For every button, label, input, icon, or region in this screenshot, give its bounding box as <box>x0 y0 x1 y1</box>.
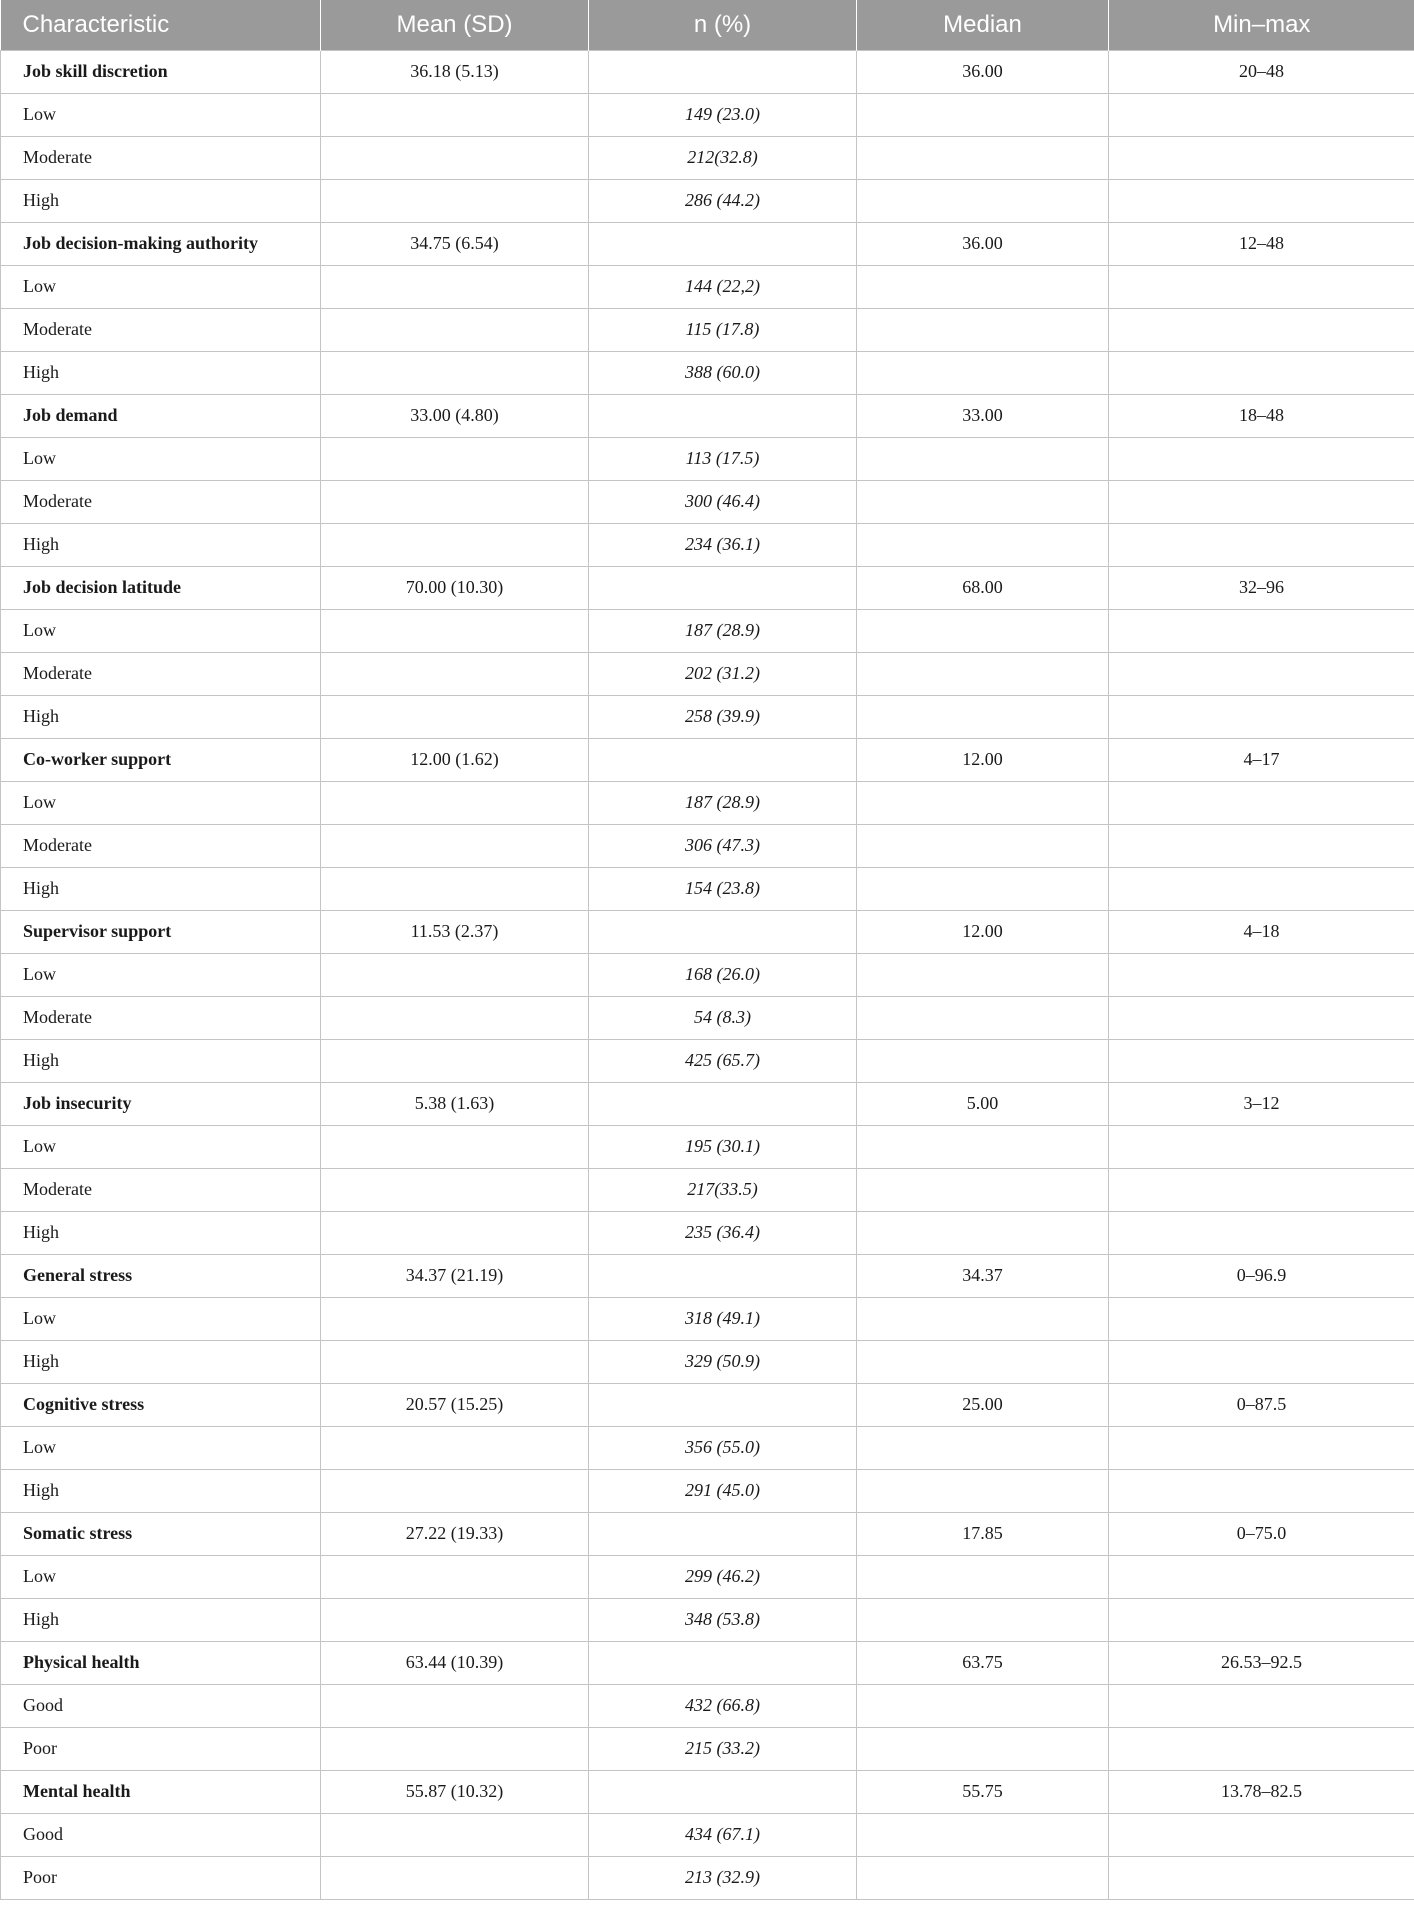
min-max-cell <box>1109 1469 1414 1512</box>
median-cell <box>857 351 1109 394</box>
min-max-cell: 32–96 <box>1109 566 1414 609</box>
category-label: Co-worker support <box>1 738 321 781</box>
min-max-cell <box>1109 1039 1414 1082</box>
median-cell <box>857 1598 1109 1641</box>
mean-sd-cell <box>321 136 589 179</box>
mean-sd-cell <box>321 265 589 308</box>
median-cell <box>857 1039 1109 1082</box>
min-max-cell <box>1109 1168 1414 1211</box>
median-cell <box>857 179 1109 222</box>
n-percent-cell: 168 (26.0) <box>589 953 857 996</box>
min-max-cell <box>1109 1297 1414 1340</box>
median-cell <box>857 136 1109 179</box>
mean-sd-cell <box>321 179 589 222</box>
level-label: Moderate <box>1 480 321 523</box>
level-label: Low <box>1 1555 321 1598</box>
category-label: Somatic stress <box>1 1512 321 1555</box>
median-cell <box>857 1211 1109 1254</box>
table-row-level <box>1 953 1414 996</box>
n-percent-cell: 356 (55.0) <box>589 1426 857 1469</box>
level-label: High <box>1 1469 321 1512</box>
min-max-cell: 0–75.0 <box>1109 1512 1414 1555</box>
mean-sd-cell <box>321 1856 589 1899</box>
mean-sd-cell: 70.00 (10.30) <box>321 566 589 609</box>
n-percent-cell: 258 (39.9) <box>589 695 857 738</box>
median-cell <box>857 1297 1109 1340</box>
mean-sd-cell <box>321 652 589 695</box>
n-percent-cell <box>589 222 857 265</box>
n-percent-cell <box>589 1512 857 1555</box>
header-n-percent: n (%) <box>589 0 857 50</box>
n-percent-cell: 144 (22,2) <box>589 265 857 308</box>
header-characteristic: Characteristic <box>1 0 321 50</box>
header-mean-sd: Mean (SD) <box>321 0 589 50</box>
table-row-level <box>1 1469 1414 1512</box>
median-cell <box>857 1168 1109 1211</box>
n-percent-cell: 195 (30.1) <box>589 1125 857 1168</box>
level-label: Low <box>1 1297 321 1340</box>
table-row-category <box>1 1254 1414 1297</box>
mean-sd-cell <box>321 351 589 394</box>
level-label: Low <box>1 1125 321 1168</box>
table-row-level <box>1 867 1414 910</box>
category-label: Supervisor support <box>1 910 321 953</box>
n-percent-cell <box>589 1082 857 1125</box>
header-median: Median <box>857 0 1109 50</box>
median-cell <box>857 93 1109 136</box>
mean-sd-cell: 33.00 (4.80) <box>321 394 589 437</box>
min-max-cell: 0–87.5 <box>1109 1383 1414 1426</box>
table-row-level <box>1 1168 1414 1211</box>
table-row-level <box>1 1340 1414 1383</box>
mean-sd-cell <box>321 1426 589 1469</box>
min-max-cell <box>1109 93 1414 136</box>
min-max-cell <box>1109 179 1414 222</box>
n-percent-cell: 329 (50.9) <box>589 1340 857 1383</box>
min-max-cell <box>1109 523 1414 566</box>
mean-sd-cell <box>321 1211 589 1254</box>
level-label: Moderate <box>1 136 321 179</box>
min-max-cell <box>1109 308 1414 351</box>
median-cell: 12.00 <box>857 738 1109 781</box>
mean-sd-cell: 27.22 (19.33) <box>321 1512 589 1555</box>
table-row-level <box>1 695 1414 738</box>
median-cell <box>857 781 1109 824</box>
median-cell: 34.37 <box>857 1254 1109 1297</box>
level-label: Moderate <box>1 1168 321 1211</box>
median-cell: 25.00 <box>857 1383 1109 1426</box>
n-percent-cell <box>589 1383 857 1426</box>
mean-sd-cell <box>321 1727 589 1770</box>
mean-sd-cell: 11.53 (2.37) <box>321 910 589 953</box>
n-percent-cell: 299 (46.2) <box>589 1555 857 1598</box>
table-row-category <box>1 394 1414 437</box>
table-row-level <box>1 523 1414 566</box>
mean-sd-cell <box>321 609 589 652</box>
table-row-level <box>1 136 1414 179</box>
mean-sd-cell: 55.87 (10.32) <box>321 1770 589 1813</box>
min-max-cell: 12–48 <box>1109 222 1414 265</box>
n-percent-cell: 235 (36.4) <box>589 1211 857 1254</box>
mean-sd-cell <box>321 695 589 738</box>
table-row-level <box>1 996 1414 1039</box>
category-label: Mental health <box>1 1770 321 1813</box>
median-cell <box>857 1727 1109 1770</box>
min-max-cell <box>1109 1555 1414 1598</box>
min-max-cell <box>1109 1125 1414 1168</box>
table-row-level <box>1 179 1414 222</box>
level-label: Moderate <box>1 308 321 351</box>
n-percent-cell: 434 (67.1) <box>589 1813 857 1856</box>
min-max-cell <box>1109 1340 1414 1383</box>
table-row-category <box>1 1383 1414 1426</box>
min-max-cell <box>1109 695 1414 738</box>
n-percent-cell: 154 (23.8) <box>589 867 857 910</box>
table-row-level <box>1 480 1414 523</box>
category-label: General stress <box>1 1254 321 1297</box>
level-label: High <box>1 1211 321 1254</box>
level-label: Moderate <box>1 652 321 695</box>
median-cell <box>857 1555 1109 1598</box>
n-percent-cell <box>589 50 857 93</box>
median-cell <box>857 867 1109 910</box>
table-row-level <box>1 1297 1414 1340</box>
median-cell: 36.00 <box>857 50 1109 93</box>
median-cell: 17.85 <box>857 1512 1109 1555</box>
min-max-cell: 18–48 <box>1109 394 1414 437</box>
mean-sd-cell: 63.44 (10.39) <box>321 1641 589 1684</box>
level-label: Good <box>1 1813 321 1856</box>
mean-sd-cell <box>321 781 589 824</box>
table-row-level <box>1 1813 1414 1856</box>
level-label: Poor <box>1 1727 321 1770</box>
mean-sd-cell <box>321 824 589 867</box>
median-cell <box>857 1340 1109 1383</box>
level-label: Poor <box>1 1856 321 1899</box>
category-label: Job decision-making authority <box>1 222 321 265</box>
level-label: High <box>1 523 321 566</box>
mean-sd-cell: 20.57 (15.25) <box>321 1383 589 1426</box>
median-cell: 12.00 <box>857 910 1109 953</box>
mean-sd-cell <box>321 1555 589 1598</box>
median-cell <box>857 437 1109 480</box>
min-max-cell: 20–48 <box>1109 50 1414 93</box>
min-max-cell <box>1109 1684 1414 1727</box>
table-row-level <box>1 1039 1414 1082</box>
min-max-cell <box>1109 136 1414 179</box>
level-label: High <box>1 867 321 910</box>
mean-sd-cell <box>321 996 589 1039</box>
min-max-cell <box>1109 1426 1414 1469</box>
table-row-level <box>1 1211 1414 1254</box>
level-label: Low <box>1 781 321 824</box>
mean-sd-cell <box>321 1469 589 1512</box>
median-cell <box>857 1856 1109 1899</box>
n-percent-cell: 348 (53.8) <box>589 1598 857 1641</box>
mean-sd-cell <box>321 1297 589 1340</box>
min-max-cell: 0–96.9 <box>1109 1254 1414 1297</box>
level-label: Low <box>1 1426 321 1469</box>
mean-sd-cell <box>321 1598 589 1641</box>
n-percent-cell <box>589 910 857 953</box>
median-cell <box>857 523 1109 566</box>
median-cell <box>857 1426 1109 1469</box>
n-percent-cell: 286 (44.2) <box>589 179 857 222</box>
n-percent-cell: 215 (33.2) <box>589 1727 857 1770</box>
mean-sd-cell <box>321 953 589 996</box>
n-percent-cell: 213 (32.9) <box>589 1856 857 1899</box>
mean-sd-cell <box>321 480 589 523</box>
table-row-category <box>1 566 1414 609</box>
mean-sd-cell: 34.37 (21.19) <box>321 1254 589 1297</box>
n-percent-cell: 425 (65.7) <box>589 1039 857 1082</box>
min-max-cell: 26.53–92.5 <box>1109 1641 1414 1684</box>
mean-sd-cell <box>321 93 589 136</box>
table-row-level <box>1 609 1414 652</box>
level-label: High <box>1 1340 321 1383</box>
min-max-cell <box>1109 652 1414 695</box>
median-cell <box>857 996 1109 1039</box>
median-cell <box>857 652 1109 695</box>
median-cell <box>857 824 1109 867</box>
min-max-cell <box>1109 437 1414 480</box>
level-label: High <box>1 179 321 222</box>
table-row-level <box>1 93 1414 136</box>
n-percent-cell: 388 (60.0) <box>589 351 857 394</box>
mean-sd-cell <box>321 1039 589 1082</box>
mean-sd-cell <box>321 308 589 351</box>
min-max-cell <box>1109 1856 1414 1899</box>
table-row-category <box>1 1641 1414 1684</box>
n-percent-cell: 187 (28.9) <box>589 609 857 652</box>
n-percent-cell <box>589 566 857 609</box>
n-percent-cell: 432 (66.8) <box>589 1684 857 1727</box>
min-max-cell <box>1109 867 1414 910</box>
mean-sd-cell: 34.75 (6.54) <box>321 222 589 265</box>
median-cell <box>857 265 1109 308</box>
level-label: High <box>1 1039 321 1082</box>
min-max-cell <box>1109 824 1414 867</box>
median-cell <box>857 1469 1109 1512</box>
table-row-category <box>1 50 1414 93</box>
mean-sd-cell: 36.18 (5.13) <box>321 50 589 93</box>
n-percent-cell: 113 (17.5) <box>589 437 857 480</box>
min-max-cell <box>1109 781 1414 824</box>
level-label: High <box>1 695 321 738</box>
table-row-level <box>1 1684 1414 1727</box>
median-cell: 5.00 <box>857 1082 1109 1125</box>
table-row-level <box>1 1856 1414 1899</box>
level-label: Moderate <box>1 824 321 867</box>
mean-sd-cell <box>321 437 589 480</box>
table-body <box>1 50 1414 1899</box>
median-cell: 63.75 <box>857 1641 1109 1684</box>
category-label: Job skill discretion <box>1 50 321 93</box>
min-max-cell: 4–18 <box>1109 910 1414 953</box>
level-label: Low <box>1 437 321 480</box>
level-label: Low <box>1 953 321 996</box>
min-max-cell <box>1109 1727 1414 1770</box>
category-label: Job insecurity <box>1 1082 321 1125</box>
n-percent-cell: 149 (23.0) <box>589 93 857 136</box>
n-percent-cell: 212(32.8) <box>589 136 857 179</box>
n-percent-cell: 291 (45.0) <box>589 1469 857 1512</box>
table-row-category <box>1 738 1414 781</box>
level-label: High <box>1 1598 321 1641</box>
n-percent-cell <box>589 1254 857 1297</box>
n-percent-cell: 318 (49.1) <box>589 1297 857 1340</box>
min-max-cell <box>1109 996 1414 1039</box>
table-row-level <box>1 437 1414 480</box>
median-cell: 36.00 <box>857 222 1109 265</box>
n-percent-cell <box>589 1641 857 1684</box>
category-label: Job decision latitude <box>1 566 321 609</box>
table-row-category <box>1 910 1414 953</box>
median-cell: 33.00 <box>857 394 1109 437</box>
median-cell <box>857 480 1109 523</box>
table-row-category <box>1 1770 1414 1813</box>
min-max-cell <box>1109 953 1414 996</box>
n-percent-cell: 234 (36.1) <box>589 523 857 566</box>
n-percent-cell: 306 (47.3) <box>589 824 857 867</box>
table-row-level <box>1 1426 1414 1469</box>
min-max-cell <box>1109 480 1414 523</box>
min-max-cell <box>1109 1813 1414 1856</box>
table-row-level <box>1 1598 1414 1641</box>
table-row-level <box>1 652 1414 695</box>
table-row-category <box>1 222 1414 265</box>
table-row-level <box>1 351 1414 394</box>
n-percent-cell: 300 (46.4) <box>589 480 857 523</box>
min-max-cell <box>1109 1211 1414 1254</box>
mean-sd-cell: 5.38 (1.63) <box>321 1082 589 1125</box>
min-max-cell <box>1109 1598 1414 1641</box>
level-label: Low <box>1 93 321 136</box>
mean-sd-cell <box>321 523 589 566</box>
min-max-cell <box>1109 351 1414 394</box>
n-percent-cell: 54 (8.3) <box>589 996 857 1039</box>
n-percent-cell: 115 (17.8) <box>589 308 857 351</box>
median-cell <box>857 1813 1109 1856</box>
category-label: Cognitive stress <box>1 1383 321 1426</box>
median-cell <box>857 1125 1109 1168</box>
n-percent-cell <box>589 738 857 781</box>
category-label: Physical health <box>1 1641 321 1684</box>
n-percent-cell <box>589 394 857 437</box>
mean-sd-cell: 12.00 (1.62) <box>321 738 589 781</box>
mean-sd-cell <box>321 1168 589 1211</box>
table-row-level <box>1 824 1414 867</box>
min-max-cell: 13.78–82.5 <box>1109 1770 1414 1813</box>
median-cell <box>857 695 1109 738</box>
table-row-category <box>1 1512 1414 1555</box>
min-max-cell: 3–12 <box>1109 1082 1414 1125</box>
table-row-level <box>1 1727 1414 1770</box>
table-row-level <box>1 1555 1414 1598</box>
mean-sd-cell <box>321 867 589 910</box>
median-cell: 55.75 <box>857 1770 1109 1813</box>
n-percent-cell <box>589 1770 857 1813</box>
category-label: Job demand <box>1 394 321 437</box>
level-label: High <box>1 351 321 394</box>
table-header-row <box>1 0 1414 50</box>
mean-sd-cell <box>321 1684 589 1727</box>
table-row-level <box>1 308 1414 351</box>
table-row-category <box>1 1082 1414 1125</box>
median-cell <box>857 953 1109 996</box>
mean-sd-cell <box>321 1125 589 1168</box>
median-cell <box>857 308 1109 351</box>
n-percent-cell: 187 (28.9) <box>589 781 857 824</box>
level-label: Low <box>1 609 321 652</box>
level-label: Low <box>1 265 321 308</box>
level-label: Good <box>1 1684 321 1727</box>
mean-sd-cell <box>321 1813 589 1856</box>
median-cell <box>857 1684 1109 1727</box>
table-row-level <box>1 1125 1414 1168</box>
mean-sd-cell <box>321 1340 589 1383</box>
n-percent-cell: 217(33.5) <box>589 1168 857 1211</box>
median-cell <box>857 609 1109 652</box>
median-cell: 68.00 <box>857 566 1109 609</box>
table-row-level <box>1 781 1414 824</box>
min-max-cell: 4–17 <box>1109 738 1414 781</box>
n-percent-cell: 202 (31.2) <box>589 652 857 695</box>
level-label: Moderate <box>1 996 321 1039</box>
min-max-cell <box>1109 609 1414 652</box>
header-min-max: Min–max <box>1213 10 1311 38</box>
table-row-level <box>1 265 1414 308</box>
min-max-cell <box>1109 265 1414 308</box>
